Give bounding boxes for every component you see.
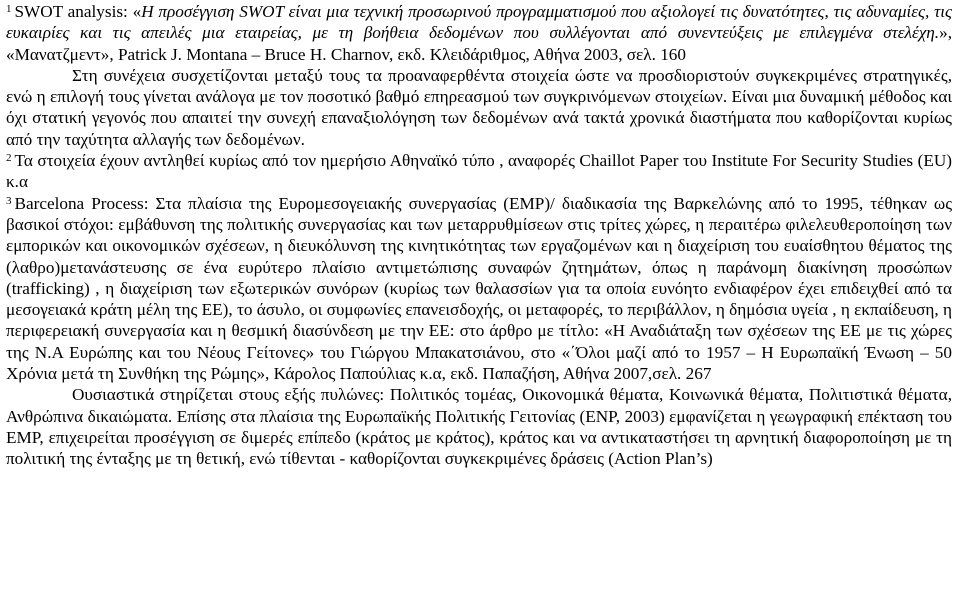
footnote-2 — [6, 150, 952, 193]
document-page — [0, 1, 960, 595]
footnote-text: Τα στοιχεία έχουν αντληθεί κυρίως από τον ημερήσιο Αθηναϊκό τύπο , αναφορές Chaillot Paper του Institute For Security Studies (EU) κ.α — [6, 151, 952, 192]
footnote-label: SWOT analysis: « — [14, 2, 142, 21]
footnote-marker: 3 — [6, 194, 12, 207]
footnote-citation: », «Μανατζμεντ», Patrick J. Montana – Bruce H. Charnov, εκδ. Κλειδάριθμος, Αθήνα 2003, σελ. 160 — [6, 23, 952, 64]
footnote-3 — [6, 193, 952, 385]
footnote-marker: 1 — [6, 3, 12, 15]
footnote-marker: 2 — [6, 152, 12, 165]
footnote-1-paragraph: Στη συνέχεια συσχετίζονται μεταξύ τους τα προαναφερθέντα στοιχεία ώστε να προσδιοριστούν συγκεκριμένες στρατηγικές, ενώ η επιλογή τους γίνεται ανάλογα με τον ποσοτικό βαθμό επηρεασμού των συγκρινόμενων στοιχείων. Είναι μια δυναμική μέθοδος και όχι στατική γεγονός που απαιτεί την συνεχή επαναξιολόγηση των δεδομένων ανά τακτά χρονικά διαστήματα που καθορίζονται κυρίως από την ταχύτητα αλλαγής των δεδομένων. — [6, 65, 952, 149]
footnote-quote: Η προσέγγιση SWOT είναι μια τεχνική προσωρινού προγραμματισμού που αξιολογεί τις δυνατότητες, τις αδυναμίες, τις ευκαιρίες και τις απειλές μια εταιρείας, με τη βοήθεια δεδομένων που συλλέγονται από συνεντεύξεις με επιλεγμένα στελέχη. — [6, 2, 952, 43]
footnote-1 — [6, 1, 952, 65]
footnote-3-paragraph: Ουσιαστικά στηρίζεται στους εξής πυλώνες: Πολιτικός τομέας, Οικονομικά θέματα, Κοινωνικά θέματα, Πολιτιστικά θέματα, Ανθρώπινα δικαιώματα. Επίσης στα πλαίσια της Ευρωπαϊκής Πολιτικής Γειτονίας (ENP, 2003) εμφανίζεται η γεωγραφική επέκταση του EMP, επιχειρείται προσέγγιση σε διμερές επίπεδο (κράτος με κράτος), κράτος και να αντικαταστήσει τη αρνητική διαφοροποίηση με τη πολιτική της ένταξης με τη θετική, ενώ τίθενται - καθορίζονται συγκεκριμένες δράσεις (Action Plan’s) — [6, 385, 952, 469]
footnote-text: Barcelona Process: Στα πλαίσια της Ευρομεσογειακής συνεργασίας (EMP)/ διαδικασία της Βαρκελώνης από το 1995, τέθηκαν ως βασικοί στόχοι: εμβάθυνση της πολιτικής συνεργασίας και των μεταρρυθμίσεων στις τρίτες χώρες, η περαιτέρω φιλελευθεροποίηση των εμπορικών και οικονομικών σχέσεων, η διευκόλυνση της κινητικότητας των εργαζομένων και η διαχείριση του ευαίσθητου θέματος της (λαθρο)μετανάστευσης σε ένα ευρύτερο πλαίσιο αντιμετώπισης συναφών ζητημάτων, όπως η παράνομη διακίνηση προσώπων (trafficking) , η διαχείριση των εξωτερικών συνόρων (κυρίως των θαλασσίων για τα οποία ευνόητο ενδιαφέρον έχει επιδειχθεί από τα μεσογειακά κράτη μέλη της ΕΕ), το άσυλο, οι συμφωνίες επανεισδοχής, οι μεταφορές, το περιβάλλον, η δημόσια υγεία , η εκπαίδευση, η περιφερειακή συνεργασία και η θεσμική διασύνδεση με την ΕΕ: στο άρθρο με τίτλο: «Η Αναδιάταξη των σχέσεων της ΕΕ με τις χώρες της Ν.Α Ευρώπης και του Νέους Γείτονες» του Γιώργου Μπακατσιάνου, στο «΄Όλοι μαζί από το 1957 – Η Ευρωπαϊκή Ένωση – 50 Χρόνια μετά τη Συνθήκη της Ρώμης», Κάρολος Παπούλιας κ.α, εκδ. Παπαζήση, Αθήνα 2007,σελ. 267 — [6, 193, 952, 384]
